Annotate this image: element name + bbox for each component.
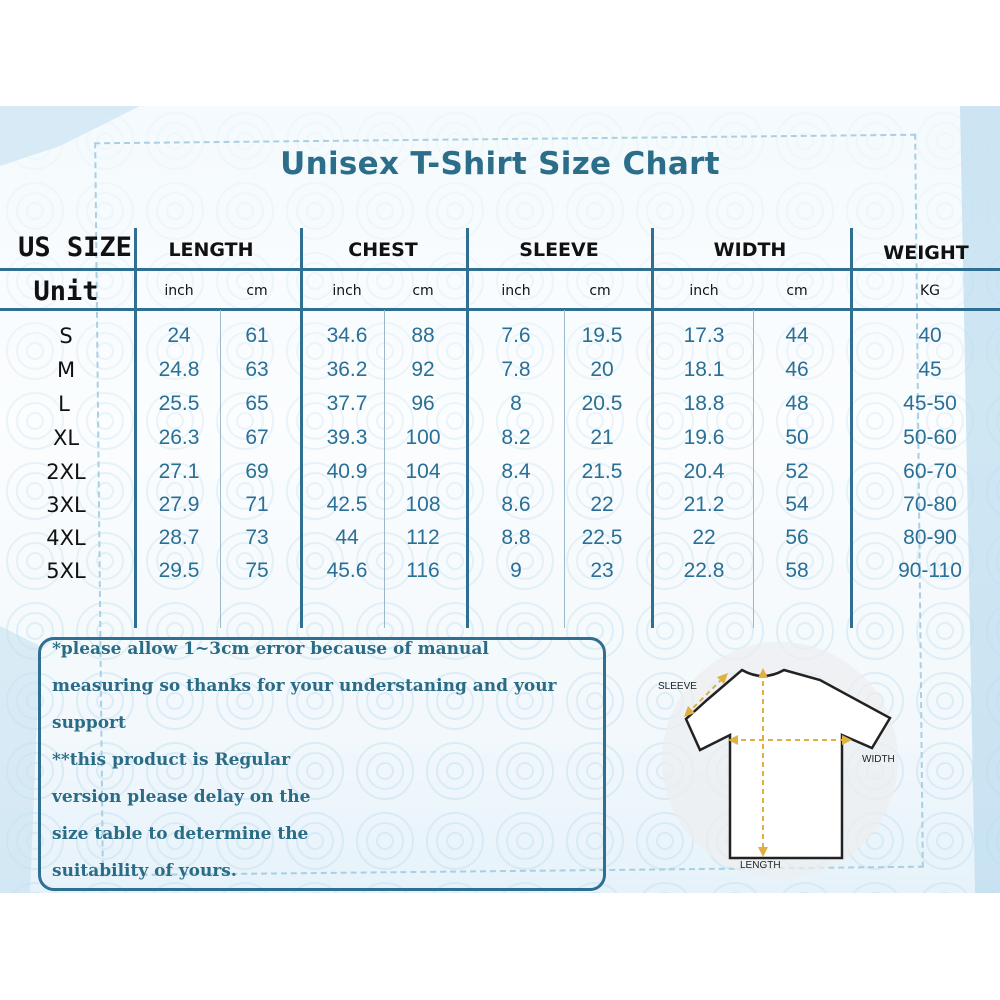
table-cell: 22 <box>692 526 716 549</box>
unit-label: cm <box>246 283 268 299</box>
table-cell: 21.2 <box>683 493 725 516</box>
table-cell: 90-110 <box>898 559 962 582</box>
table-cell: 27.9 <box>158 493 200 516</box>
table-cell: 40.9 <box>326 460 368 483</box>
table-cell: 50 <box>785 426 809 449</box>
unit-label: inch <box>689 283 719 299</box>
table-cell: 65 <box>245 392 269 415</box>
table-cell: 27.1 <box>158 460 200 483</box>
sleeve-label: SLEEVE <box>658 681 697 692</box>
unit-subdivider <box>753 310 754 628</box>
unit-label: cm <box>589 283 611 299</box>
column-divider <box>300 228 303 628</box>
table-cell: 71 <box>245 493 269 516</box>
sleeve-header: SLEEVE <box>519 239 599 261</box>
length-label: LENGTH <box>740 860 781 871</box>
weight-header: WEIGHT <box>883 242 969 264</box>
table-cell: 80-90 <box>903 526 957 549</box>
unit-label: cm <box>786 283 808 299</box>
column-divider <box>850 228 853 628</box>
table-cell: 8 <box>510 392 522 415</box>
size-label: S <box>59 324 73 348</box>
table-cell: 25.5 <box>158 392 200 415</box>
column-divider <box>651 228 654 628</box>
table-cell: 19.5 <box>581 324 623 347</box>
table-cell: 100 <box>405 426 441 449</box>
table-cell: 9 <box>510 559 522 582</box>
size-label: 2XL <box>46 460 86 484</box>
table-cell: 54 <box>785 493 809 516</box>
table-cell: 19.6 <box>683 426 725 449</box>
table-cell: 37.7 <box>326 392 368 415</box>
table-cell: 63 <box>245 358 269 381</box>
unit-subdivider <box>384 310 385 628</box>
size-label: M <box>56 358 76 382</box>
table-cell: 60-70 <box>903 460 957 483</box>
table-cell: 34.6 <box>326 324 368 347</box>
table-cell: 8.2 <box>501 426 531 449</box>
table-cell: 40 <box>918 324 942 347</box>
table-cell: 67 <box>245 426 269 449</box>
unit-label: inch <box>164 283 194 299</box>
table-cell: 26.3 <box>158 426 200 449</box>
tshirt-measurement-diagram <box>650 640 930 880</box>
table-cell: 108 <box>405 493 441 516</box>
size-label: L <box>58 392 70 416</box>
width-header: WIDTH <box>713 239 787 261</box>
unit-subdivider <box>220 310 221 628</box>
unit-label: inch <box>332 283 362 299</box>
unit-label: cm <box>412 283 434 299</box>
unit-header: Unit <box>33 276 99 307</box>
table-cell: 22.5 <box>581 526 623 549</box>
table-cell: 61 <box>245 324 269 347</box>
table-cell: 20 <box>590 358 614 381</box>
table-cell: 56 <box>785 526 809 549</box>
table-cell: 46 <box>785 358 809 381</box>
unit-label: KG <box>919 283 941 299</box>
table-cell: 45-50 <box>903 392 957 415</box>
size-label: 5XL <box>46 559 86 583</box>
size-label: XL <box>52 426 80 450</box>
table-cell: 8.4 <box>501 460 531 483</box>
table-cell: 116 <box>406 559 440 582</box>
table-cell: 24 <box>167 324 191 347</box>
table-cell: 104 <box>405 460 441 483</box>
table-cell: 50-60 <box>903 426 957 449</box>
note-line: size table to determine the <box>52 824 309 844</box>
table-cell: 58 <box>785 559 809 582</box>
note-line: suitability of yours. <box>52 861 237 881</box>
table-cell: 21.5 <box>581 460 623 483</box>
unit-subdivider <box>564 310 565 628</box>
table-cell: 36.2 <box>326 358 368 381</box>
table-cell: 70-80 <box>903 493 957 516</box>
unit-label: inch <box>501 283 531 299</box>
table-cell: 18.8 <box>683 392 725 415</box>
us-size-header: US SIZE <box>18 232 132 263</box>
note-line: **this product is Regular <box>52 750 291 770</box>
table-cell: 44 <box>785 324 809 347</box>
table-cell: 96 <box>411 392 435 415</box>
note-line: *please allow 1~3cm error because of manual <box>52 639 489 659</box>
table-cell: 48 <box>785 392 809 415</box>
table-cell: 7.6 <box>501 324 531 347</box>
table-cell: 73 <box>245 526 269 549</box>
table-cell: 29.5 <box>158 559 200 582</box>
column-divider <box>466 228 469 628</box>
table-cell: 20.5 <box>581 392 623 415</box>
table-cell: 28.7 <box>158 526 200 549</box>
table-cell: 17.3 <box>683 324 725 347</box>
table-cell: 39.3 <box>326 426 368 449</box>
table-cell: 44 <box>335 526 359 549</box>
chest-header: CHEST <box>348 239 418 261</box>
table-cell: 22.8 <box>683 559 725 582</box>
table-cell: 21 <box>590 426 614 449</box>
table-cell: 18.1 <box>683 358 725 381</box>
table-cell: 45.6 <box>326 559 368 582</box>
table-cell: 69 <box>245 460 269 483</box>
table-cell: 88 <box>411 324 435 347</box>
table-cell: 22 <box>590 493 614 516</box>
table-cell: 20.4 <box>683 460 725 483</box>
table-cell: 75 <box>245 559 269 582</box>
note-line: support <box>52 713 126 733</box>
table-cell: 8.6 <box>501 493 531 516</box>
table-cell: 92 <box>411 358 435 381</box>
table-cell: 52 <box>785 460 809 483</box>
column-divider <box>134 228 137 628</box>
page-title: Unisex T-Shirt Size Chart <box>280 146 720 182</box>
table-cell: 42.5 <box>326 493 368 516</box>
table-cell: 8.8 <box>501 526 531 549</box>
table-cell: 24.8 <box>158 358 200 381</box>
table-cell: 112 <box>406 526 440 549</box>
table-cell: 7.8 <box>501 358 531 381</box>
size-label: 3XL <box>46 493 86 517</box>
table-cell: 45 <box>918 358 942 381</box>
size-label: 4XL <box>46 526 86 550</box>
table-cell: 23 <box>590 559 614 582</box>
note-line: measuring so thanks for your understaning and your <box>52 676 557 696</box>
note-line: version please delay on the <box>52 787 311 807</box>
width-label: WIDTH <box>862 754 895 765</box>
length-header: LENGTH <box>168 239 254 261</box>
